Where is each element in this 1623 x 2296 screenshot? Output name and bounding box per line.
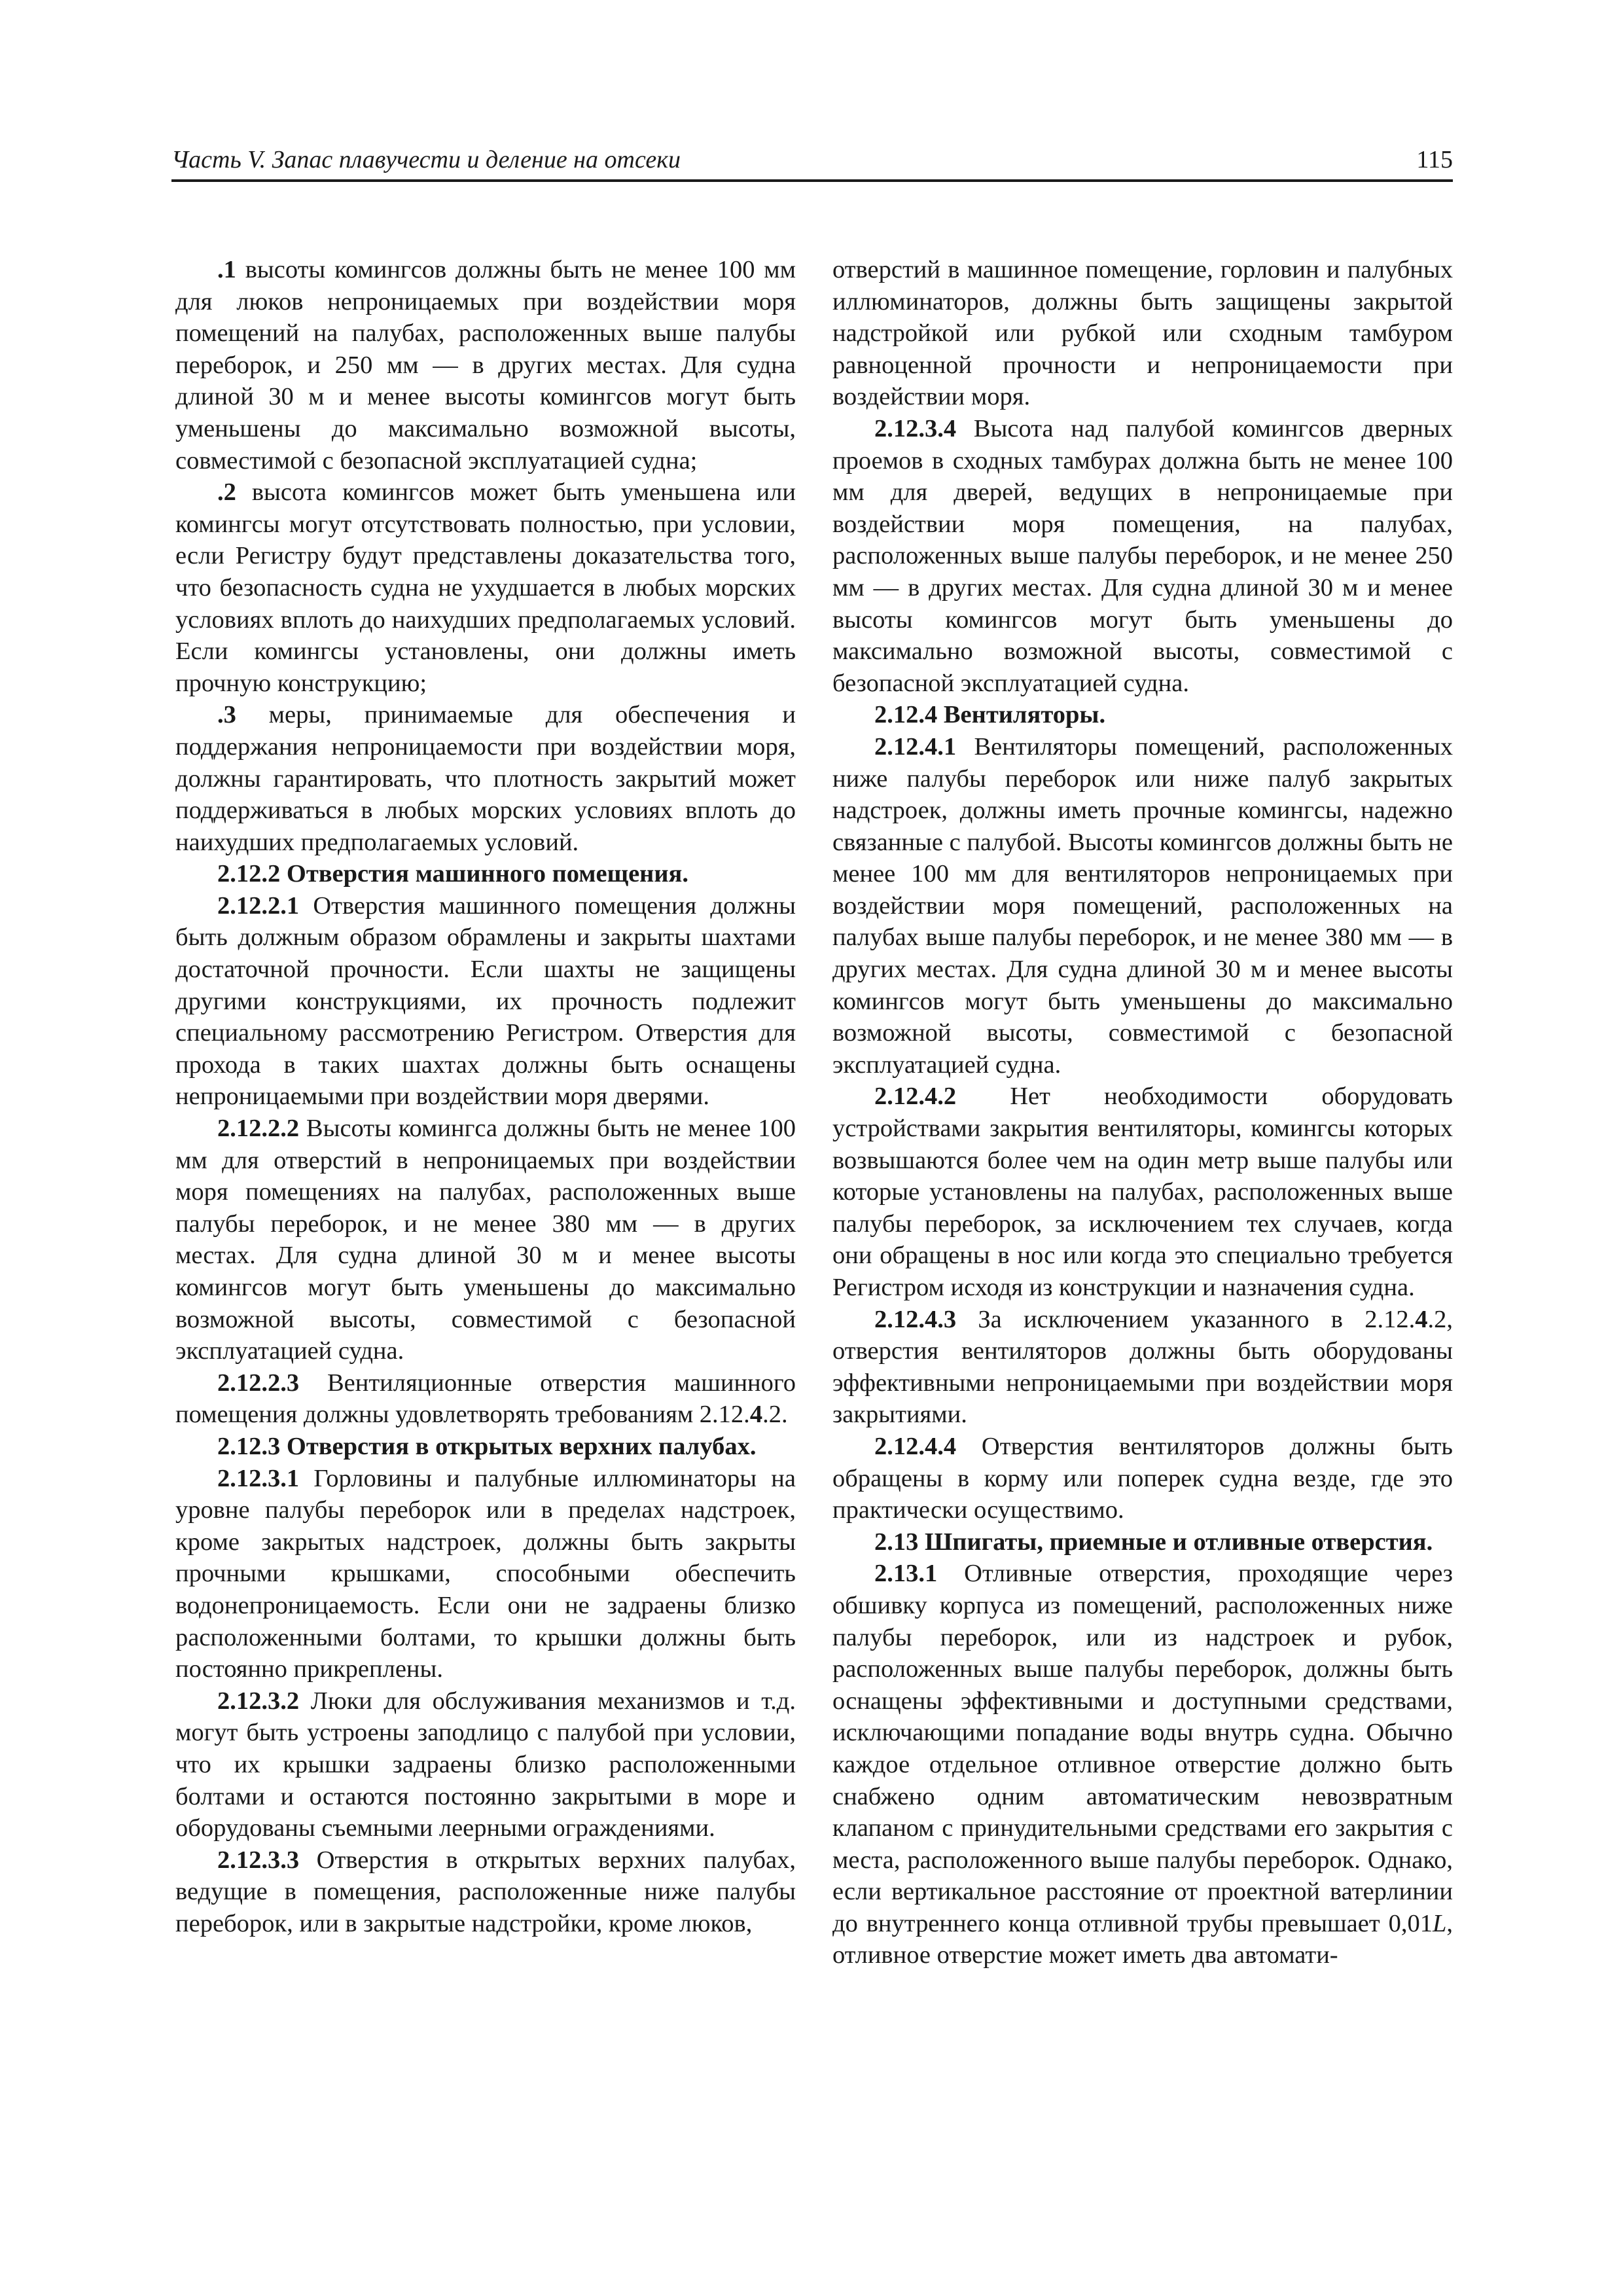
clause-text: За исключением указанного в 2.12. <box>956 1305 1416 1333</box>
section-heading: 2.13 Шпигаты, приемные и отливные отверстия. <box>874 1528 1433 1556</box>
clause-number: 2.12.3.2 <box>217 1687 300 1715</box>
clause-number: 2.12.3.1 <box>217 1464 300 1492</box>
clause-number: 2.12.4.3 <box>874 1305 957 1333</box>
paragraph <box>175 1113 796 1367</box>
clause-text: Отверстия вентиляторов должны быть обращены в корму или поперек судна везде, где это практически осуществимо. <box>832 1432 1453 1524</box>
paragraph <box>175 1463 796 1685</box>
clause-number: 2.12.2.3 <box>217 1369 300 1397</box>
reference-part: 4 <box>749 1401 763 1429</box>
clause-text: отверстий в машинное помещение, горловин и палубных иллюминаторов, должны быть защищены закрытой надстройкой или рубкой или сходным тамбуром равноценной прочности и непроницаемости при воздействии моря. <box>832 256 1453 411</box>
paragraph-continuation <box>832 254 1453 413</box>
paragraph <box>175 254 796 476</box>
clause-number: 2.12.4.1 <box>874 732 957 761</box>
section-heading: 2.12.4 Вентиляторы. <box>874 701 1106 729</box>
clause-number: 2.12.2.2 <box>217 1115 300 1143</box>
paragraph <box>175 1844 796 1940</box>
paragraph <box>832 1431 1453 1526</box>
clause-number: 2.12.4.4 <box>874 1432 957 1460</box>
page-number: 115 <box>1416 146 1453 173</box>
clause-text: высота комингсов может быть уменьшена или комингсы могут отсутствовать полностью, при условии, если Регистру будут представлены доказательства того, что безопасность судна не ухудшается в любых морских условиях вплоть до наихудших предполагаемых условий. Если комингсы установлены, они должны иметь прочную конструкцию; <box>175 478 796 697</box>
clause-text: высоты комингсов должны быть не менее 100 мм для люков непроницаемых при воздействии моря помещений на палубах, расположенных выше палубы переборок, и 250 мм — в других местах. Для судна длиной 30 м и менее высоты комингсов могут быть уменьшены до максимально возможной высоты, совместимой с безопасной эксплуатацией судна; <box>175 256 796 475</box>
clause-number: 2.12.4.2 <box>874 1083 957 1111</box>
clause-number: 2.12.2.1 <box>217 891 300 920</box>
paragraph <box>175 1367 796 1431</box>
paragraph <box>175 476 796 699</box>
paragraph <box>175 890 796 1113</box>
paragraph <box>175 1685 796 1844</box>
clause-text: Горловины и палубные иллюминаторы на уровне палубы переборок или в пределах надстроек, кроме закрытых надстроек, должны быть закрыты прочными крышками, способными обеспечить водонепроницаемость. Если они не задраены близко расположенными болтами, то крышки должны быть постоянно прикреплены. <box>175 1464 796 1683</box>
clause-number: .1 <box>217 256 236 283</box>
paragraph <box>175 699 796 858</box>
running-header <box>171 143 1453 182</box>
clause-text: Вентиляционные отверстия машинного помещения должны удовлетворять требованиям 2.12. <box>175 1369 796 1429</box>
paragraph <box>832 731 1453 1081</box>
clause-text: Люки для обслуживания механизмов и т.д. могут быть устроены заподлицо с палубой при условии, что их крышки задраены близко расположенными болтами и остаются постоянно закрытыми в море и оборудованы съемными леерными ограждениями. <box>175 1687 796 1842</box>
clause-text: Вентиляторы помещений, расположенных ниже палубы переборок или ниже палуб закрытых надстроек, должны иметь прочные комингсы, надежно связанные с палубой. Высоты комингсов должны быть не менее 100 мм для вентиляторов непроницаемых при воздействии моря помещений, расположенных на палубах выше палубы переборок, и не менее 380 мм — в других местах. Для судна длиной 30 м и менее высоты комингсов могут быть уменьшены до максимально возможной высоты, совместимой с безопасной эксплуатацией судна. <box>832 732 1453 1079</box>
clause-text-tail: , отливное отверстие может иметь два автомати- <box>832 1909 1453 1969</box>
clause-number: 2.12.3.4 <box>874 414 957 442</box>
paragraph <box>832 413 1453 699</box>
section-heading: 2.12.3 Отверстия в открытых верхних палубах. <box>217 1432 757 1460</box>
clause-text: Высота над палубой комингсов дверных проемов в сходных тамбурах должна быть не менее 100 мм для дверей, ведущих в непроницаемые при воздействии моря помещения, на палубах, расположенных выше палубы переборок, и не менее 250 мм — в других местах. Для судна длиной 30 м и менее высоты комингсов могут быть уменьшены до максимально возможной высоты, совместимой с безопасной эксплуатацией судна. <box>832 414 1453 697</box>
clause-text: Отверстия машинного помещения должны быть должным образом обрамлены и закрыты шахтами достаточной прочности. Если шахты не защищены другими конструкциями, их прочность подлежит специальному рассмотрению Регистром. Отверстия для прохода в таких шахтах должны быть оснащены непроницаемыми при воздействии моря дверями. <box>175 891 796 1111</box>
running-title: Часть V. Запас плавучести и деление на отсеки <box>171 146 681 173</box>
paragraph <box>832 1558 1453 1971</box>
paragraph <box>832 1304 1453 1431</box>
reference-tail: .2, отверстия вентиляторов должны быть оборудованы эффективными непроницаемыми при воздействии моря закрытиями. <box>832 1305 1453 1429</box>
left-column <box>175 254 796 1939</box>
clause-number: 2.13.1 <box>874 1560 938 1588</box>
clause-text: Отверстия в открытых верхних палубах, ведущие в помещения, расположенные ниже палубы переборок, или в закрытые надстройки, кроме люков, <box>175 1846 796 1937</box>
clause-text: Отливные отверстия, проходящие через обшивку корпуса из помещений, расположенных ниже палубы переборок, или из надстроек и рубок, расположенных выше палубы переборок, должны быть оснащены эффективными и доступными средствами, исключающими попадание воды внутрь судна. Обычно каждое отдельное отливное отверстие должно быть снабжено одним автоматическим невозвратным клапаном с принудительными средствами его закрытия с места, расположенного выше палубы переборок. Однако, если вертикальное расстояние от проектной ватерлинии до внутреннего конца отливной трубы превышает 0,01 <box>832 1560 1453 1937</box>
clause-number: .3 <box>217 701 236 729</box>
clause-number: 2.12.3.3 <box>217 1846 300 1874</box>
clause-text: Нет необходимости оборудовать устройствами закрытия вентиляторы, комингсы которых возвышаются более чем на один метр выше палубы или которые установлены на палубах, расположенных выше палубы переборок, за исключением тех случаев, когда они обращены в нос или когда это специально требуется Регистром исходя из конструкции и назначения судна. <box>832 1083 1453 1301</box>
clause-text: меры, принимаемые для обеспечения и поддержания непроницаемости при воздействии моря, должны гарантировать, что плотность закрытий может поддерживаться в любых морских условиях вплоть до наихудших предполагаемых условий. <box>175 701 796 856</box>
clause-text: Высоты комингса должны быть не менее 100 мм для отверстий в непроницаемых при воздействии моря помещениях на палубах, расположенных выше палубы переборок, и не менее 380 мм — в других местах. Для судна длиной 30 м и менее высоты комингсов могут быть уменьшены до максимально возможной высоты, совместимой с безопасной эксплуатацией судна. <box>175 1115 796 1365</box>
length-symbol: L <box>1432 1909 1447 1937</box>
reference-part: 4 <box>1415 1305 1428 1333</box>
section-heading: 2.12.2 Отверстия машинного помещения. <box>217 860 688 888</box>
reference-tail: .2. <box>762 1401 788 1429</box>
paragraph <box>832 1081 1453 1303</box>
right-column <box>832 254 1453 1971</box>
clause-number: .2 <box>217 478 236 507</box>
